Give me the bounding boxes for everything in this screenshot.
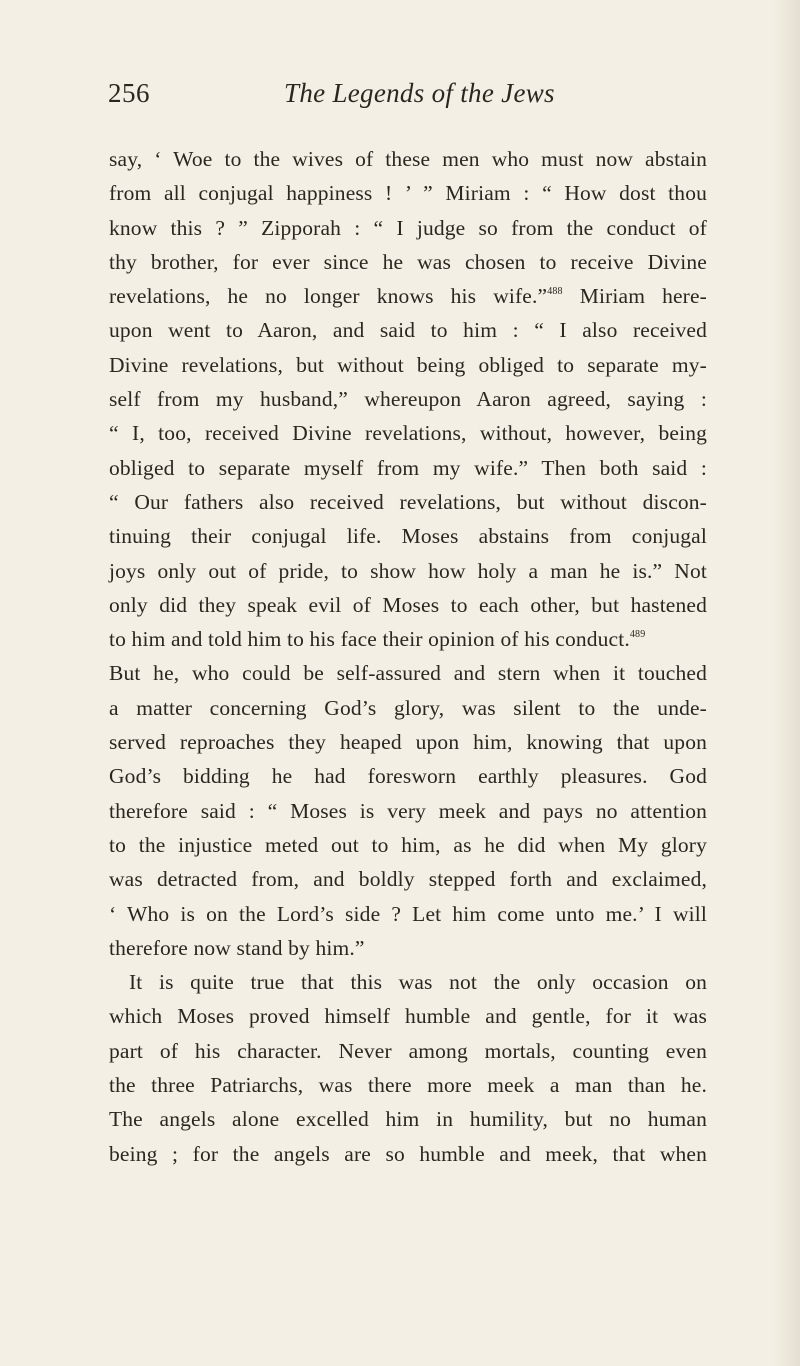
text-line: therefore said : “ Moses is very meek and pays no attention — [109, 798, 707, 823]
running-head: The Legends of the Jews — [284, 78, 555, 108]
text-line: It is quite true that this was not the only occasion on — [129, 970, 707, 995]
text-line: The angels alone excelled him in humility, but no human — [109, 1107, 707, 1132]
page-number: 256 — [108, 78, 150, 108]
footnote-ref-489: 489 — [629, 629, 646, 641]
text-line: from all conjugal happiness ! ’ ” Miriam : “ How dost thou — [109, 181, 707, 206]
footnote-ref-488: 488 — [547, 286, 563, 298]
page-header — [108, 78, 708, 118]
text-line: served reproaches they heaped upon him, knowing that upon — [109, 730, 707, 755]
text-line: only did they speak evil of Moses to each other, but hastened — [109, 592, 707, 617]
text-line: obliged to separate myself from my wife.” Then both said : — [109, 455, 707, 480]
text-line: self from my husband,” whereupon Aaron agreed, saying : — [109, 387, 707, 412]
text-line: being ; for the angels are so humble and meek, that when — [109, 1141, 707, 1166]
text-line: tinuing their conjugal life. Moses abstains from conjugal — [109, 524, 707, 549]
text-line: was detracted from, and boldly stepped forth and exclaimed, — [109, 867, 707, 892]
text-line: But he, who could be self-assured and stern when it touched — [109, 661, 707, 686]
text-line: the three Patriarchs, was there more meek a man than he. — [109, 1073, 707, 1098]
page-edge-shadow — [774, 0, 800, 1366]
text-line: “ Our fathers also received revelations, but without discon- — [109, 489, 707, 514]
text-line: “ I, too, received Divine revelations, without, however, being — [109, 421, 707, 446]
text-line: Divine revelations, but without being obliged to separate my- — [109, 352, 707, 377]
text-line: know this ? ” Zipporah : “ I judge so from the conduct of — [109, 215, 707, 240]
text-line: thy brother, for ever since he was chosen to receive Divine — [109, 249, 707, 274]
text-line: to the injustice meted out to him, as he did when My glory — [109, 832, 707, 857]
text-line — [109, 622, 707, 656]
text-line: part of his character. Never among mortals, counting even — [109, 1038, 707, 1063]
text-line: say, ‘ Woe to the wives of these men who must now abstain — [109, 147, 707, 171]
text-line: joys only out of pride, to show how holy a man he is.” Not — [109, 558, 707, 583]
body-text — [109, 142, 707, 1171]
text-segment: revelations, he no longer knows his wife.” — [109, 284, 548, 309]
text-line: therefore now stand by him.” — [109, 935, 365, 960]
text-line: upon went to Aaron, and said to him : “ I also received — [109, 318, 707, 343]
text-line: God’s bidding he had foresworn earthly pleasures. God — [109, 764, 707, 789]
text-line — [109, 279, 707, 313]
text-segment: Miriam here- — [579, 284, 707, 309]
text-segment: to him and told him to his face their opinion of his conduct. — [109, 627, 630, 652]
text-line: which Moses proved himself humble and gentle, for it was — [109, 1004, 707, 1029]
text-line: a matter concerning God’s glory, was silent to the unde- — [109, 695, 707, 720]
text-line: ‘ Who is on the Lord’s side ? Let him come unto me.’ I will — [109, 901, 707, 926]
